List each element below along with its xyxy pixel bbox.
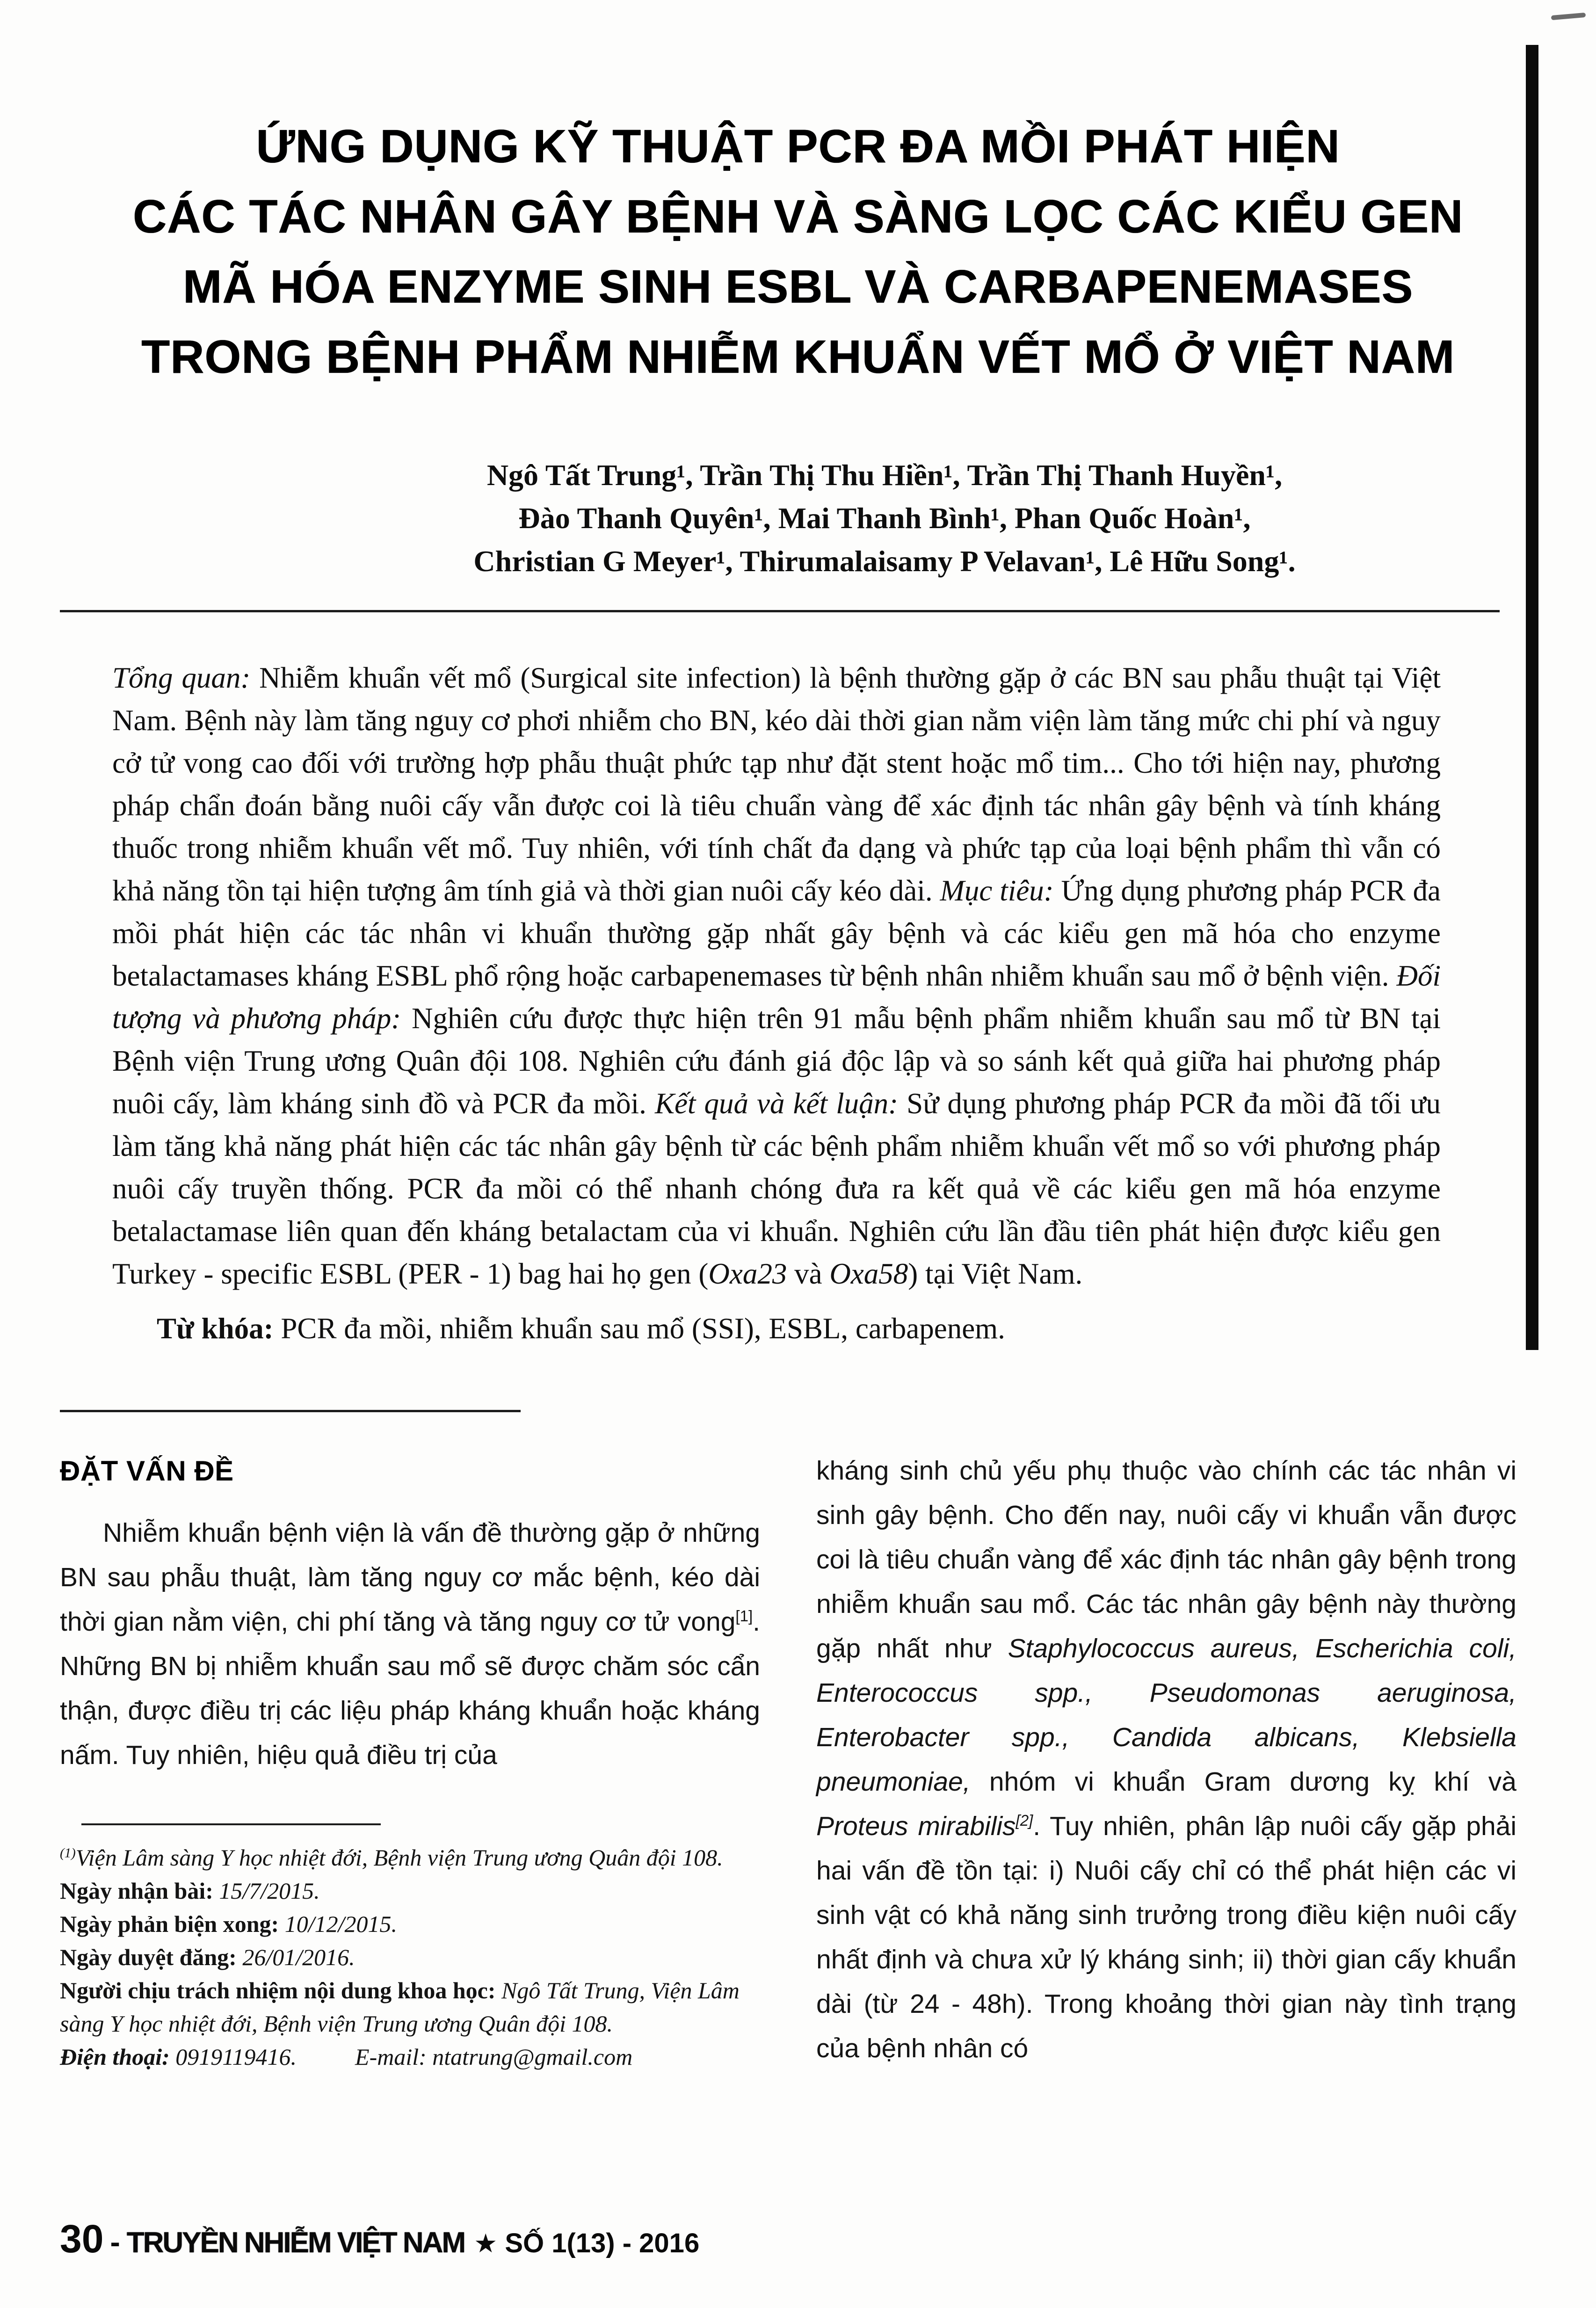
authors-block xyxy=(0,454,1596,583)
right-column-paragraph: kháng sinh chủ yếu phụ thuộc vào chính các tác nhân vi sinh gây bệnh. Cho đến nay, nuôi cấy vi khuẩn vẫn được coi là tiêu chuẩn vàng để xác định tác nhân gây bệnh trong nhiễm khuẩn sau mổ. Các tác nhân gây bệnh này thường gặp nhất như Staphylococcus aureus, Escherichia coli, Enterococcus spp., Pseudomonas aeruginosa, Enterobacter spp., Candida albicans, Klebsiella pneumoniae, nhóm vi khuẩn Gram dương kỵ khí và Proteus mirabilis[2]. Tuy nhiên, phân lập nuôi cấy gặp phải hai vấn đề tồn tại: i) Nuôi cấy chỉ có thể phát hiện các vi sinh vật có khả năng sinh trưởng trong điều kiện nuôi cấy nhất định và chưa xử lý kháng sinh; ii) thời gian cấy khuẩn dài (từ 24 - 48h). Trong khoảng thời gian này tình trạng của bệnh nhân có xyxy=(816,1456,1517,2063)
footnote-contact: Điện thoại: 0919119416. E-mail: ntatrung@gmail.com xyxy=(60,2044,633,2070)
footnote-affiliation: $^{(1)}$Viện Lâm sàng Y học nhiệt đới, Bệnh viện Trung ương Quân đội 108. xyxy=(60,1844,723,1871)
left-column xyxy=(60,1449,760,2074)
footnote-divider xyxy=(81,1823,381,1825)
title-line-2: CÁC TÁC NHÂN GÂY BỆNH VÀ SÀNG LỌC CÁC KIỂU GEN xyxy=(132,190,1464,243)
authors-line-3: Christian G Meyer¹, Thirumalaisamy P Velavan¹, Lê Hữu Song¹. xyxy=(473,544,1296,578)
footnote-review-date: Ngày phản biện xong: 10/12/2015. xyxy=(60,1911,397,1937)
issue-info: SỐ 1(13) - 2016 xyxy=(505,2228,700,2258)
page-number: 30 xyxy=(60,2217,104,2261)
divider-before-body xyxy=(60,1410,521,1412)
footnote-accepted-date: Ngày duyệt đăng: 26/01/2016. xyxy=(60,1944,355,1970)
left-column-paragraph: Nhiễm khuẩn bệnh viện là vấn đề thường gặp ở những BN sau phẫu thuật, làm tăng nguy cơ mắc bệnh, kéo dài thời gian nằm viện, chi phí tăng và tăng nguy cơ tử vong[1]. Những BN bị nhiễm khuẩn sau mổ sẽ được chăm sóc cẩn thận, được điều trị các liệu pháp kháng khuẩn hoặc kháng nấm. Tuy nhiên, hiệu quả điều trị của xyxy=(60,1518,760,1770)
footnote-received-date: Ngày nhận bài: 15/7/2015. xyxy=(60,1878,320,1904)
right-column xyxy=(816,1449,1516,2074)
footer-separator: - xyxy=(110,2225,120,2259)
title-line-4: TRONG BỆNH PHẨM NHIỄM KHUẨN VẾT MỔ Ở VIỆT NAM xyxy=(141,331,1455,383)
title-line-3: MÃ HÓA ENZYME SINH ESBL VÀ CARBAPENEMASES xyxy=(182,261,1414,313)
keywords-text: PCR đa mồi, nhiễm khuẩn sau mổ (SSI), ESBL, carbapenem. xyxy=(273,1312,1005,1345)
divider-under-authors xyxy=(60,610,1500,612)
page-footer xyxy=(60,2216,699,2262)
authors-line-2: Đào Thanh Quyên¹, Mai Thanh Bình¹, Phan Quốc Hoàn¹, xyxy=(518,501,1251,535)
keywords-line xyxy=(112,1307,1441,1350)
footnote-block xyxy=(60,1823,760,2074)
star-icon: ★ xyxy=(474,2228,498,2258)
abstract-section xyxy=(112,657,1441,1350)
authors-line-1: Ngô Tất Trung¹, Trần Thị Thu Hiền¹, Trần Thị Thanh Huyền¹, xyxy=(486,458,1283,492)
page-edge-black-bar xyxy=(1526,45,1538,1350)
abstract-paragraph: Tổng quan: Nhiễm khuẩn vết mổ (Surgical site infection) là bệnh thường gặp ở các BN sau phẫu thuật tại Việt Nam. Bệnh này làm tăng nguy cơ phơi nhiễm cho BN, kéo dài thời gian nằm viện làm tăng mức chi phí và nguy cở tử vong cao đối với trường hợp phẫu thuật phức tạp như đặt stent hoặc mổ tim... Cho tới hiện nay, phương pháp chẩn đoán bằng nuôi cấy vẫn được coi là tiêu chuẩn vàng để xác định tác nhân gây bệnh và tính kháng thuốc trong nhiễm khuẩn vết mổ. Tuy nhiên, với tính chất đa dạng và phức tạp của loại bệnh phẩm thì vẫn có khả năng tồn tại hiện tượng âm tính giả và thời gian nuôi cấy kéo dài. Mục tiêu: Ứng dụng phương pháp PCR đa mồi phát hiện các tác nhân vi khuẩn thường gặp nhất gây bệnh và các kiểu gen mã hóa cho enzyme betalactamases kháng ESBL phổ rộng hoặc carbapenemases từ bệnh nhân nhiễm khuẩn sau mổ ở bệnh viện. Đối tượng và phương pháp: Nghiên cứu được thực hiện trên 91 mẫu bệnh phẩm nhiễm khuẩn sau mổ từ BN tại Bệnh viện Trung ương Quân đội 108. Nghiên cứu đánh giá độc lập và so sánh kết quả giữa hai phương pháp nuôi cấy, làm kháng sinh đồ và PCR đa mồi. Kết quả và kết luận: Sử dụng phương pháp PCR đa mồi đã tối ưu làm tăng khả năng phát hiện các tác nhân gây bệnh từ các bệnh phẩm nhiễm khuẩn vết mổ so với phương pháp nuôi cấy truyền thống. PCR đa mồi có thể nhanh chóng đưa ra kết quả về các kiểu gen mã hóa enzyme betalactamase liên quan đến kháng betalactam của vi khuẩn. Nghiên cứu lần đầu tiên phát hiện được kiểu gen Turkey - specific ESBL (PER - 1) bag hai họ gen (Oxa23 và Oxa58) tại Việt Nam. xyxy=(112,661,1441,1290)
article-title xyxy=(0,0,1596,392)
title-line-1: ỨNG DỤNG KỸ THUẬT PCR ĐA MỒI PHÁT HIỆN xyxy=(256,120,1340,173)
section-heading-dat-van-de: ĐẶT VẤN ĐỀ xyxy=(60,1455,234,1487)
two-column-body xyxy=(60,1449,1516,2074)
keywords-label: Từ khóa: xyxy=(157,1312,274,1345)
footnote-responsible-author: Người chịu trách nhiệm nội dung khoa học: Ngô Tất Trung, Viện Lâm sàng Y học nhiệt đới, Bệnh viện Trung ương Quân đội 108. xyxy=(60,1977,746,2037)
journal-wordmark: TRUYỀN NHIỄM VIỆT NAM xyxy=(126,2227,465,2259)
